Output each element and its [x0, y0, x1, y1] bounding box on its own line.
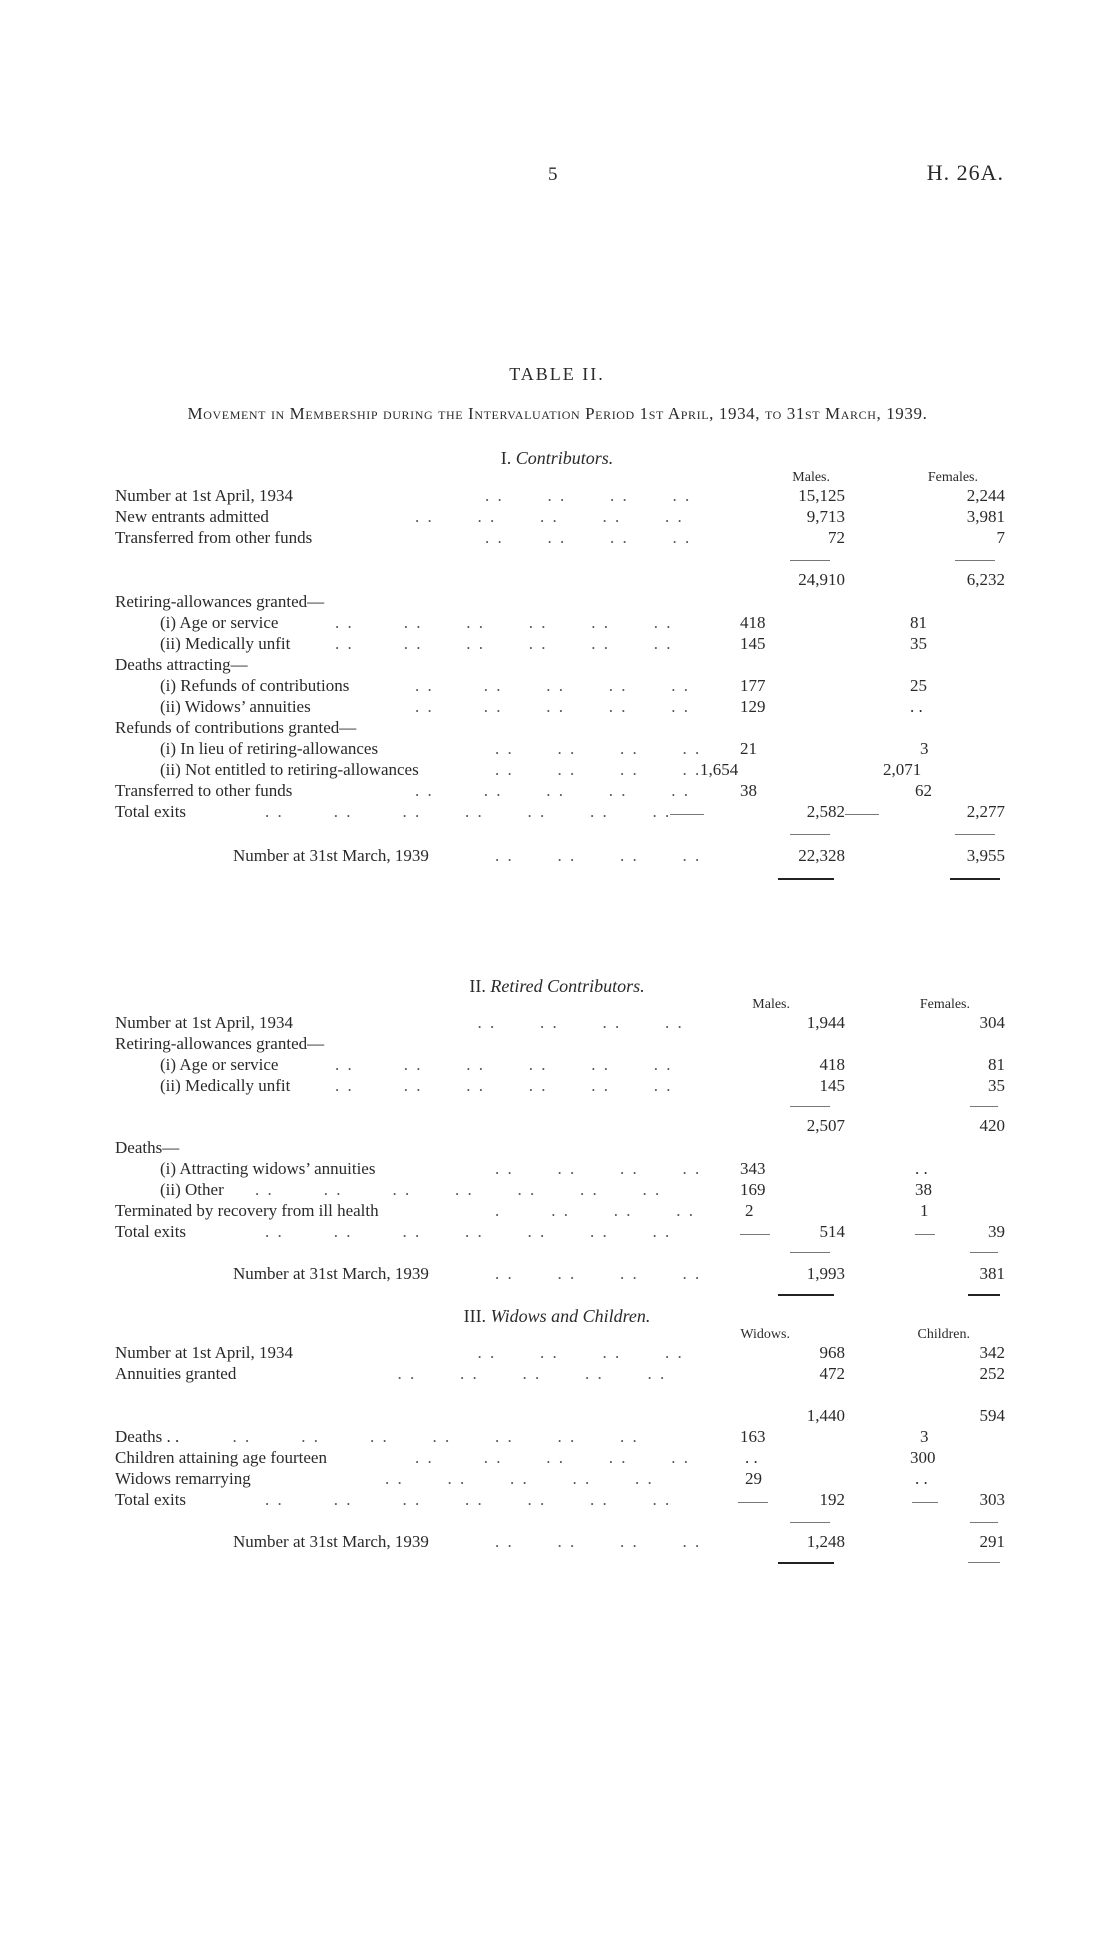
table-row: . . . . . . . . . . (i) Refunds of contributions 177 25: [160, 676, 927, 695]
table-title: TABLE II.: [509, 364, 605, 384]
col-children: Children.: [917, 1327, 970, 1342]
subtotal-rule: [955, 560, 995, 561]
total-exits-row: . . . . . . . . . . . . . . Total exits 192 303: [115, 1490, 1005, 1509]
table-row: . . . . . . . . . . . . . . Deaths . . 163 3: [115, 1427, 929, 1446]
table-row: . . . . . . . . . . New entrants admitted 9,713 3,981: [115, 507, 1005, 526]
col-males: Males.: [792, 470, 830, 485]
total-rule: [778, 1294, 834, 1296]
subtotal-row: 24,910 6,232: [798, 570, 1005, 589]
subtotal-row: 2,507 420: [806, 1116, 1005, 1135]
group-heading: Retiring-allowances granted—: [115, 1034, 1005, 1056]
closing-row: . . . . . . . . Number at 31st March, 1939 1,248 291: [233, 1532, 1005, 1551]
group-heading: Refunds of contributions granted—: [115, 718, 1005, 740]
subtotal-rule: [955, 834, 995, 835]
table-subtitle: Movement in Membership during the Intervaluation Period 1st April, 1934, to 31st March, 1939.: [187, 404, 928, 423]
col-males: Males.: [752, 997, 790, 1012]
table-row: . . . . . . . . . . Children attaining age fourteen . . 300: [115, 1448, 936, 1467]
page-number: 5: [548, 164, 558, 185]
table-row: . . . . . . . Terminated by recovery from ill health 2 1: [115, 1201, 929, 1220]
group-heading: Deaths attracting—: [115, 655, 1005, 677]
dash-rule: [915, 1234, 935, 1235]
subtotal-rule: [970, 1252, 998, 1253]
closing-row: . . . . . . . . Number at 31st March, 1939 1,993 381: [233, 1264, 1005, 1283]
table-row: . . . . . . . . Number at 1st April, 1934 15,125 2,244: [115, 486, 1005, 505]
subtotal-rule: [790, 834, 830, 835]
table-row: . . . . . . . . (ii) Not entitled to retiring-allowances 1,654 2,071: [160, 760, 922, 779]
total-rule: [950, 878, 1000, 880]
subtotal-rule: [790, 1522, 830, 1523]
dash-rule: [670, 814, 704, 815]
dash-rule: [738, 1502, 768, 1503]
dash-rule: [845, 814, 879, 815]
table-row: . . . . . . . . . . Transferred to other funds 38 62: [115, 781, 932, 800]
group-heading: Retiring-allowances granted—: [115, 592, 1005, 614]
table-row: . . . . . . . . . . . . . . (ii) Other 169 38: [160, 1180, 932, 1199]
subtotal-rule: [790, 1106, 830, 1107]
total-exits-row: . . . . . . . . . . . . . . Total exits 514 39: [115, 1222, 1005, 1241]
table-row: . . . . . . . . Transferred from other funds 72 7: [115, 528, 1005, 547]
table-row: . . . . . . . . . . Widows remarrying 29 . .: [115, 1469, 928, 1488]
total-rule: [778, 878, 834, 880]
dash-rule: [740, 1234, 770, 1235]
dash-rule: [912, 1502, 938, 1503]
table-row: . . . . . . . . . . . . (ii) Medically unfit 145 35: [160, 1076, 1005, 1095]
total-rule: [968, 1562, 1000, 1563]
table-row: . . . . . . . . . . . . (i) Age or service 418 81: [160, 1055, 1005, 1074]
total-rule: [968, 1294, 1000, 1296]
subtotal-rule: [970, 1106, 998, 1107]
col-females: Females.: [919, 997, 970, 1012]
table-row: . . . . . . . . (i) In lieu of retiring-allowances 21 3: [160, 739, 929, 758]
section-retired-title: II. Retired Contributors.: [469, 976, 645, 996]
col-females: Females.: [927, 470, 978, 485]
document-code: H. 26A.: [926, 160, 1004, 185]
table-row: . . . . . . . . Number at 1st April, 1934 1,944 304: [115, 1013, 1005, 1032]
total-exits-row: . . . . . . . . . . . . . . Total exits 2,582 2,277: [115, 802, 1005, 821]
table-row: . . . . . . . . (i) Attracting widows’ annuities 343 . .: [160, 1159, 928, 1178]
closing-row: . . . . . . . . Number at 31st March, 1939 22,328 3,955: [233, 846, 1005, 865]
subtotal-rule: [790, 560, 830, 561]
col-widows: Widows.: [740, 1327, 790, 1342]
table-row: . . . . . . . . . . Annuities granted 472 252: [115, 1364, 1005, 1383]
table-row: . . . . . . . . . . . . (ii) Medically unfit 145 35: [160, 634, 927, 653]
table-row: . . . . . . . . Number at 1st April, 1934 968 342: [115, 1343, 1005, 1362]
table-row: . . . . . . . . . . (ii) Widows’ annuities 129 . .: [160, 697, 923, 716]
group-heading: Deaths—: [115, 1138, 1005, 1160]
total-rule: [778, 1562, 834, 1564]
table-row: . . . . . . . . . . . . (i) Age or service 418 81: [160, 613, 927, 632]
section-contributors-title: I. Contributors.: [500, 448, 614, 468]
section-widows-title: III. Widows and Children.: [463, 1306, 651, 1326]
subtotal-rule: [790, 1252, 830, 1253]
subtotal-rule: [970, 1522, 998, 1523]
subtotal-row: 1,440 594: [806, 1406, 1005, 1425]
